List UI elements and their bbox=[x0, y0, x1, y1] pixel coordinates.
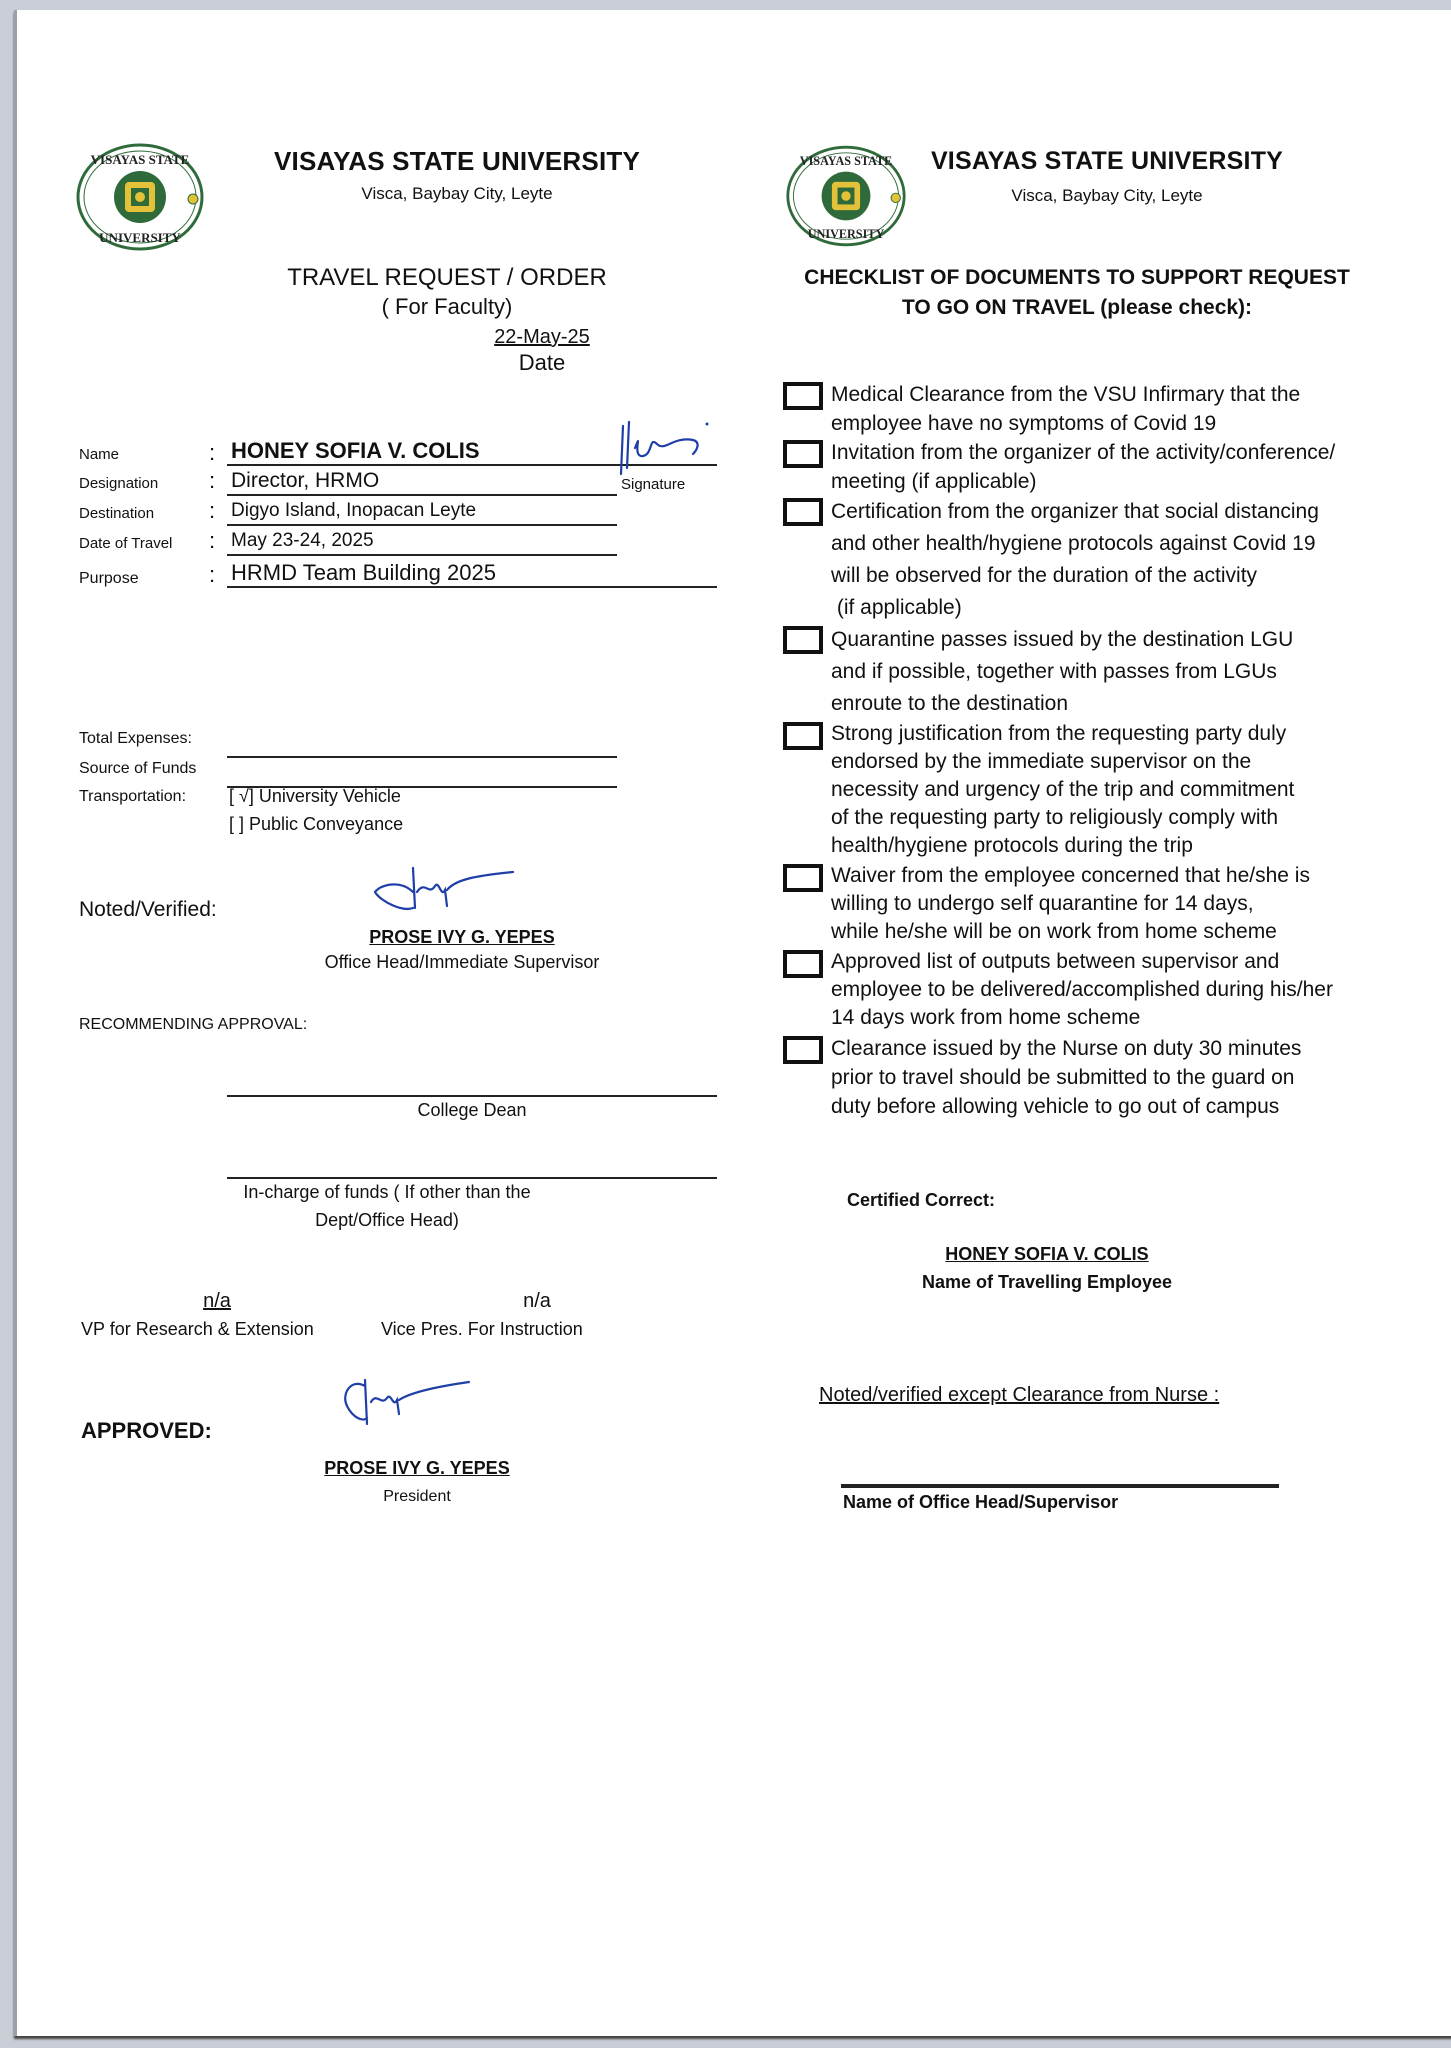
checkbox[interactable] bbox=[783, 1036, 823, 1064]
noted-verified-label: Noted/Verified: bbox=[79, 898, 217, 921]
document-page bbox=[14, 10, 1451, 2036]
checkbox[interactable] bbox=[783, 722, 823, 750]
transportation-label: Transportation: bbox=[79, 788, 187, 805]
checklist-item-text: Quarantine passes issued by the destination LGU and if possible, together with passes from LGUs enroute to the destination bbox=[831, 628, 1294, 715]
travelling-employee-label: Name of Travelling Employee bbox=[921, 1272, 1173, 1292]
date-label: Date bbox=[518, 350, 566, 375]
president-signature bbox=[341, 1376, 471, 1436]
svg-text:UNIVERSITY: UNIVERSITY bbox=[807, 227, 885, 242]
checkbox[interactable] bbox=[783, 498, 823, 526]
svg-text:VISAYAS STATE: VISAYAS STATE bbox=[799, 154, 893, 169]
destination-field[interactable]: Digyo Island, Inopacan Leyte bbox=[227, 498, 617, 526]
name-label: Name bbox=[79, 446, 120, 463]
vp-instruction-label: Vice Pres. For Instruction bbox=[381, 1319, 583, 1339]
office-head-label: Name of Office Head/Supervisor bbox=[843, 1492, 1119, 1512]
checklist-title-line1: CHECKLIST OF DOCUMENTS TO SUPPORT REQUEST bbox=[804, 266, 1350, 289]
checklist-item-text: Approved list of outputs between supervisor and employee to be delivered/accomplished during his/her 14 days work from home scheme bbox=[831, 950, 1333, 1029]
purpose-label: Purpose bbox=[79, 570, 139, 587]
form-subtitle: ( For Faculty) bbox=[381, 294, 513, 319]
checklist-item-text: Waiver from the employee concerned that he/she is willing to undergo self quarantine for 14 days, while he/she will be on work from home scheme bbox=[831, 864, 1310, 943]
checklist-item[interactable] bbox=[783, 720, 1443, 860]
checklist-item[interactable] bbox=[783, 438, 1443, 498]
certified-correct-label: Certified Correct: bbox=[847, 1190, 996, 1210]
transport-option-university-vehicle[interactable]: [ √] University Vehicle bbox=[229, 786, 401, 806]
designation-label: Designation bbox=[79, 475, 159, 492]
employee-signature bbox=[613, 418, 713, 478]
colon: : bbox=[209, 562, 216, 587]
university-address: Visca, Baybay City, Leyte bbox=[1011, 186, 1203, 205]
in-charge-funds-label-line1: In-charge of funds ( If other than the bbox=[243, 1182, 531, 1202]
colon: : bbox=[209, 468, 216, 493]
checklist-item[interactable] bbox=[783, 380, 1443, 440]
university-seal-icon bbox=[785, 144, 907, 248]
checkbox[interactable] bbox=[783, 440, 823, 468]
checkbox[interactable] bbox=[783, 626, 823, 654]
college-dean-label: College Dean bbox=[417, 1100, 527, 1120]
university-address: Visca, Baybay City, Leyte bbox=[361, 184, 553, 203]
checkbox[interactable] bbox=[783, 950, 823, 978]
signature-label: Signature bbox=[621, 476, 686, 493]
purpose-field[interactable]: HRMD Team Building 2025 bbox=[227, 560, 717, 588]
approved-label: APPROVED: bbox=[81, 1418, 212, 1443]
checklist-item-text: Strong justification from the requesting party duly endorsed by the immediate supervisor on the necessity and urgency of the trip and commitment of the requesting party to religiously comply with health/hygiene protocols during the trip bbox=[831, 722, 1295, 857]
designation-field[interactable]: Director, HRMO bbox=[227, 468, 617, 496]
college-dean-signature-line bbox=[227, 1095, 717, 1097]
checklist-item-text: Certification from the organizer that social distancing and other health/hygiene protocols against Covid 19 will be observed for the duration of the activity (if applicable) bbox=[831, 500, 1319, 619]
vp-instruction-value: n/a bbox=[523, 1290, 551, 1312]
svg-text:UNIVERSITY: UNIVERSITY bbox=[99, 230, 181, 245]
checkbox[interactable] bbox=[783, 864, 823, 892]
university-seal-icon bbox=[75, 142, 205, 252]
total-expenses-field[interactable] bbox=[227, 730, 617, 758]
source-of-funds-label: Source of Funds bbox=[79, 760, 197, 777]
checklist-item-text: Medical Clearance from the VSU Infirmary that the employee have no symptoms of Covid 19 bbox=[831, 383, 1301, 435]
noted-by-name: PROSE IVY G. YEPES bbox=[369, 927, 555, 947]
noted-by-title: Office Head/Immediate Supervisor bbox=[324, 952, 600, 972]
approved-by-title: President bbox=[383, 1488, 451, 1505]
svg-text:VISAYAS STATE: VISAYAS STATE bbox=[90, 152, 190, 167]
checklist-item[interactable] bbox=[783, 948, 1443, 1034]
colon: : bbox=[209, 498, 216, 523]
checklist-item-text: Clearance issued by the Nurse on duty 30 minutes prior to travel should be submitted to the guard on duty before allowing vehicle to go out of campus bbox=[831, 1037, 1302, 1118]
checklist-item[interactable] bbox=[783, 862, 1443, 948]
name-field[interactable]: HONEY SOFIA V. COLIS bbox=[227, 438, 717, 466]
supervisor-signature bbox=[373, 862, 513, 922]
funds-signature-line bbox=[227, 1177, 717, 1179]
in-charge-funds-label-line2: Dept/Office Head) bbox=[315, 1210, 459, 1230]
date-of-travel-label: Date of Travel bbox=[79, 535, 173, 552]
checklist-item[interactable] bbox=[783, 496, 1443, 626]
checklist-item[interactable] bbox=[783, 624, 1443, 724]
vp-research-label: VP for Research & Extension bbox=[81, 1319, 314, 1339]
checklist-title-line2: TO GO ON TRAVEL (please check): bbox=[901, 296, 1253, 319]
colon: : bbox=[209, 528, 216, 553]
university-name: VISAYAS STATE UNIVERSITY bbox=[930, 147, 1284, 175]
checklist-item[interactable] bbox=[783, 1034, 1443, 1124]
approved-by-name: PROSE IVY G. YEPES bbox=[324, 1458, 510, 1478]
noted-except-nurse-label: Noted/verified except Clearance from Nurse : bbox=[819, 1384, 1220, 1406]
source-of-funds-field[interactable] bbox=[227, 760, 617, 788]
request-date-value: 22-May-25 bbox=[494, 326, 590, 348]
checklist-item-text: Invitation from the organizer of the activity/conference/ meeting (if applicable) bbox=[831, 441, 1336, 493]
colon: : bbox=[209, 440, 216, 465]
checkbox[interactable] bbox=[783, 382, 823, 410]
form-title: TRAVEL REQUEST / ORDER bbox=[287, 264, 607, 291]
total-expenses-label: Total Expenses: bbox=[79, 730, 192, 747]
travelling-employee-name: HONEY SOFIA V. COLIS bbox=[945, 1244, 1149, 1264]
destination-label: Destination bbox=[79, 505, 155, 522]
transport-option-public-conveyance[interactable]: [ ] Public Conveyance bbox=[229, 814, 404, 834]
university-name: VISAYAS STATE UNIVERSITY bbox=[273, 146, 640, 176]
recommending-approval-label: RECOMMENDING APPROVAL: bbox=[79, 1016, 308, 1033]
date-of-travel-field[interactable]: May 23-24, 2025 bbox=[227, 528, 617, 556]
vp-research-value: n/a bbox=[203, 1290, 231, 1312]
office-head-signature-line bbox=[841, 1484, 1279, 1488]
